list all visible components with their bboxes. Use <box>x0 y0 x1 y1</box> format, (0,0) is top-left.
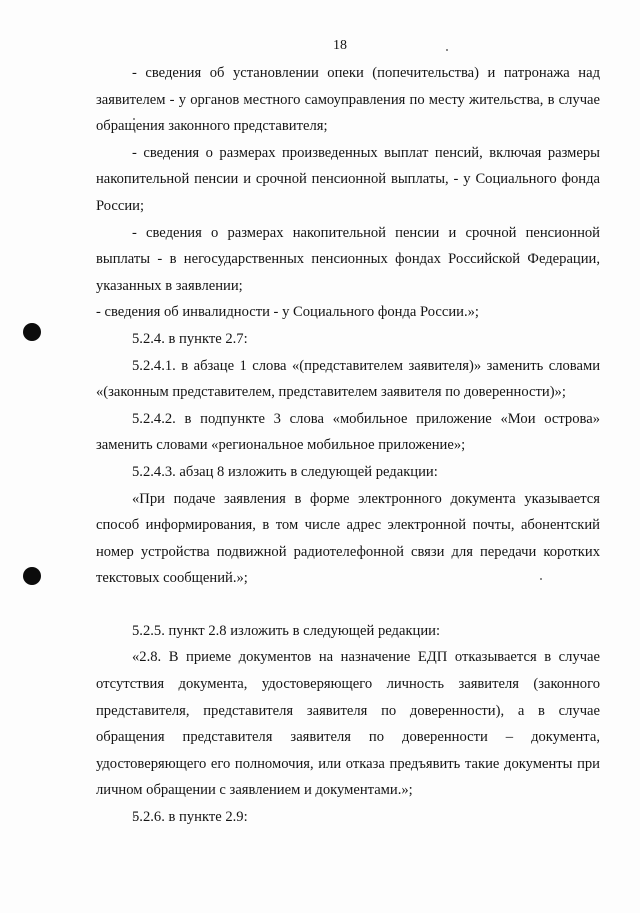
paragraph-5-2-6: 5.2.6. в пункте 2.9: <box>132 809 248 826</box>
paragraph-5-2-4-1: 5.2.4.1. в абзаце 1 слова «(представителем заявителя)» заменить словами «(законным представителем, представителем заявителя по доверенности)»; <box>96 357 600 401</box>
paragraph-pension-payments: - сведения о размерах произведенных выплат пенсий, включая размеры накопительной пенсии и срочной пенсионной выплаты, - у Социального фонда России; <box>96 144 600 214</box>
paragraph-gap <box>96 592 600 618</box>
document-body <box>96 60 600 831</box>
paragraph-quote-2-8: «2.8. В приеме документов на назначение ЕДП отказывается в случае отсутствия документа, удостоверяющего личность заявителя (законного представителя, представителя заявителя по доверенности), а в случае обращения представителя заявителя по доверенности – документа, удостоверяющего его полномочия, или отказа предъявить такие документы при личном обращении с заявлением и документами.»; <box>96 649 600 799</box>
paragraph-disability: - сведения об инвалидности - у Социального фонда России.»; <box>96 304 479 321</box>
paragraph-5-2-4-3: 5.2.4.3. абзац 8 изложить в следующей редакции: <box>132 463 438 480</box>
paragraph-quote-electronic: «При подаче заявления в форме электронного документа указывается способ информирования, в том числе адрес электронной почты, абонентский номер устройства подвижной радиотелефонной связи для передачи коротких текстовых сообщений.»; <box>96 490 600 587</box>
punch-hole-lower <box>23 567 41 585</box>
punch-hole-upper <box>23 323 41 341</box>
paragraph-pension-funds: - сведения о размерах накопительной пенсии и срочной пенсионной выплаты - в негосударственных пенсионных фондах Российской Федерации, указанных в заявлении; <box>96 224 600 294</box>
paragraph-5-2-4: 5.2.4. в пункте 2.7: <box>132 330 248 347</box>
paragraph-guardianship: - сведения об установлении опеки (попечительства) и патронажа над заявителем - у органов местного самоуправления по месту жительства, в случае обращения законного представителя; <box>96 65 600 135</box>
page-number: 18 <box>333 38 347 53</box>
paragraph-5-2-5: 5.2.5. пункт 2.8 изложить в следующей редакции: <box>132 622 441 639</box>
paragraph-5-2-4-2: 5.2.4.2. в подпункте 3 слова «мобильное приложение «Мои острова» заменить словами «региональное мобильное приложение»; <box>96 410 600 454</box>
